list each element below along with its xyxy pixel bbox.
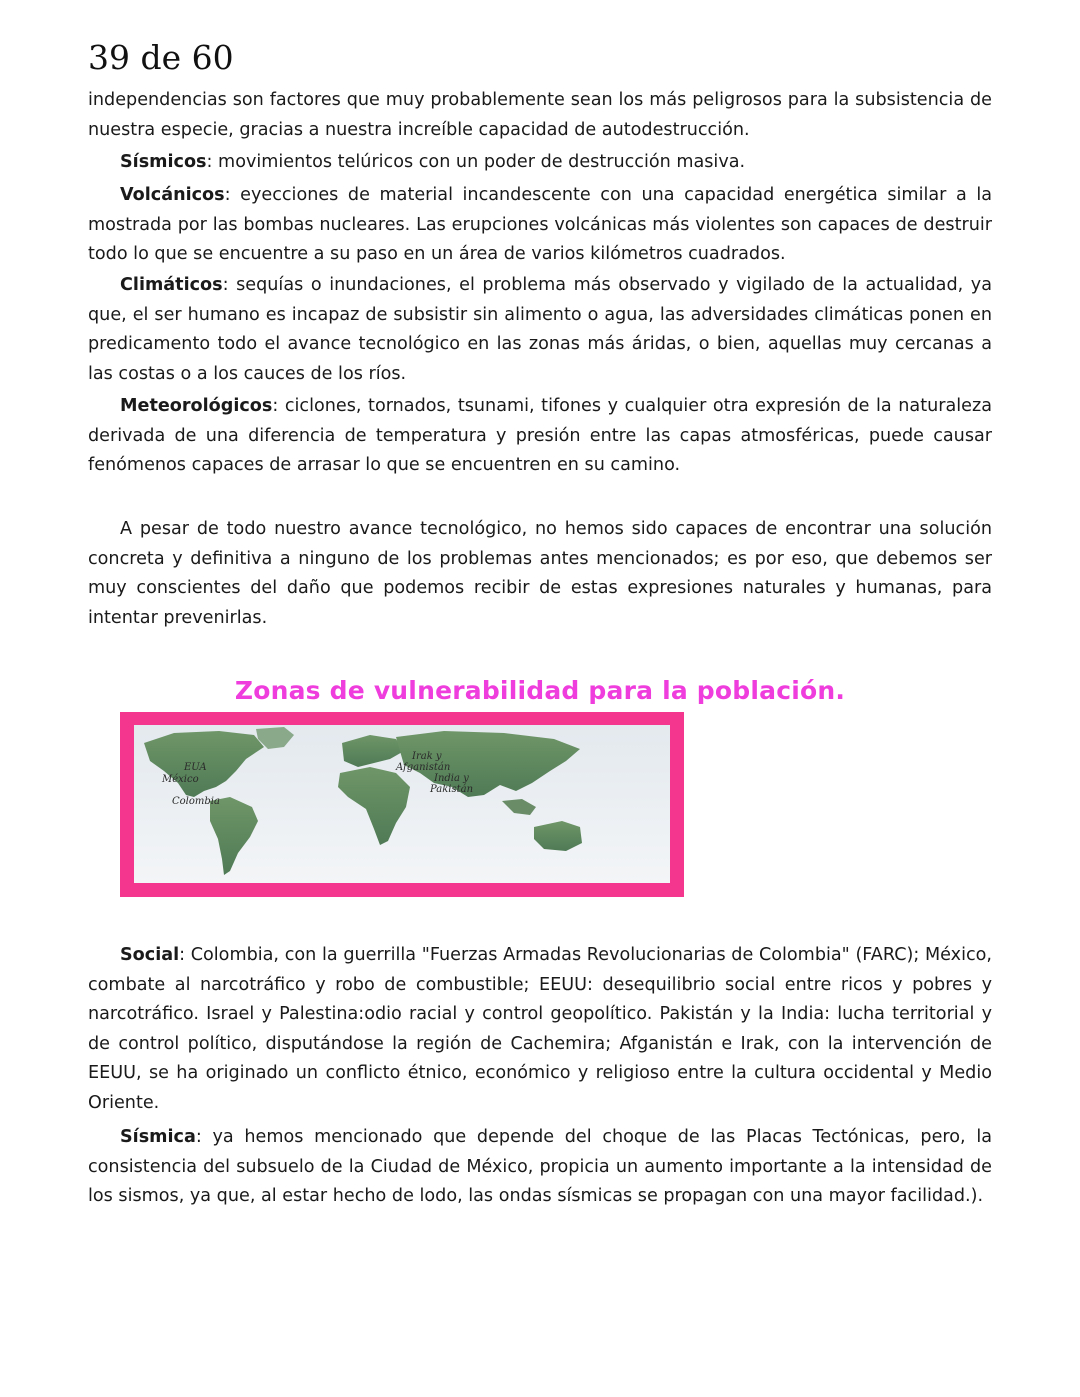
paragraph-intro xyxy=(88,86,992,145)
paragraph-intro-text: independencias son factores que muy probablemente sean los más peligrosos para la subsistencia de nuestra especie, gracias a nuestra increíble capacidad de autodestrucción. xyxy=(88,90,992,140)
paragraph-social xyxy=(88,941,992,1119)
text-climaticos: : sequías o inundaciones, el problema más observado y vigilado de la actualidad, ya que, el ser humano es incapaz de subsistir sin alimento o agua, las adversidades climáticas ponen en predicamento todo el avance tecnológico en las zonas más áridas, o bien, aquellas muy cercanas a las costas o a los cauces de los ríos. xyxy=(88,275,992,384)
paragraph-conclusion xyxy=(88,515,992,633)
term-climaticos: Climáticos xyxy=(120,275,223,295)
term-volcanicos: Volcánicos xyxy=(120,185,225,205)
paragraph-sismicos xyxy=(88,148,992,178)
term-sismica: Sísmica xyxy=(120,1127,196,1147)
paragraph-volcanicos xyxy=(88,181,992,270)
text-social: : Colombia, con la guerrilla "Fuerzas Armadas Revolucionarias de Colombia" (FARC); México, combate al narcotráfico y robo de combustible; EEUU: desequilibrio social entre ricos y pobres y narcotráfico. Israel y Palestina:odio racial y control geopolítico. Pakistán y la India: lucha territorial y de control político, disputándose la región de Cachemira; Afganistán e Irak, con la intervención de EEUU, se ha originado un conflicto étnico, económico y religioso entre la cultura occidental y Medio Oriente. xyxy=(88,945,992,1113)
map-label-mexico: México xyxy=(162,774,199,785)
term-social: Social xyxy=(120,945,180,965)
map-label-pakistan: Pakistán xyxy=(430,784,474,795)
term-sismicos: Sísmicos xyxy=(120,152,207,172)
paragraph-climaticos xyxy=(88,271,992,389)
map-label-afganistan: Afganistán xyxy=(396,762,451,773)
vulnerability-map-frame xyxy=(120,712,684,897)
paragraph-conclusion-text: A pesar de todo nuestro avance tecnológico, no hemos sido capaces de encontrar una solución concreta y definitiva a ninguno de los problemas antes mencionados; es por eso, que debemos ser muy conscientes del daño que podemos recibir de estas expresiones naturales y humanas, para intentar prevenirlas. xyxy=(88,519,992,628)
page-number: 39 de 60 xyxy=(88,38,234,77)
map-label-india: India y xyxy=(434,773,469,784)
text-sismicos: : movimientos telúricos con un poder de destrucción masiva. xyxy=(206,152,746,172)
map-label-irak: Irak y xyxy=(412,751,442,762)
text-meteorologicos: : ciclones, tornados, tsunami, tifones y cualquier otra expresión de la naturaleza derivada de una diferencia de temperatura y presión entre las capas atmosféricas, puede causar fenómenos capaces de arrasar lo que se encuentren en su camino. xyxy=(88,396,992,476)
map-label-eua: EUA xyxy=(184,762,207,773)
text-volcanicos: : eyecciones de material incandescente con una capacidad energética similar a la mostrada por las bombas nucleares. Las erupciones volcánicas más violentes son capaces de destruir todo lo que se encuentre a su paso en un área de varios kilómetros cuadrados. xyxy=(88,185,992,265)
vulnerability-map xyxy=(134,725,670,883)
paragraph-meteorologicos xyxy=(88,392,992,481)
world-map-image xyxy=(134,725,670,883)
map-label-colombia: Colombia xyxy=(172,796,220,807)
term-meteorologicos: Meteorológicos xyxy=(120,396,273,416)
text-sismica: : ya hemos mencionado que depende del choque de las Placas Tectónicas, pero, la consistencia del subsuelo de la Ciudad de México, propicia un aumento importante a la intensidad de los sismos, ya que, al estar hecho de lodo, las ondas sísmicas se propagan con una mayor facilidad.). xyxy=(88,1127,992,1207)
map-title: Zonas de vulnerabilidad para la población. xyxy=(234,676,846,705)
paragraph-sismica xyxy=(88,1123,992,1212)
